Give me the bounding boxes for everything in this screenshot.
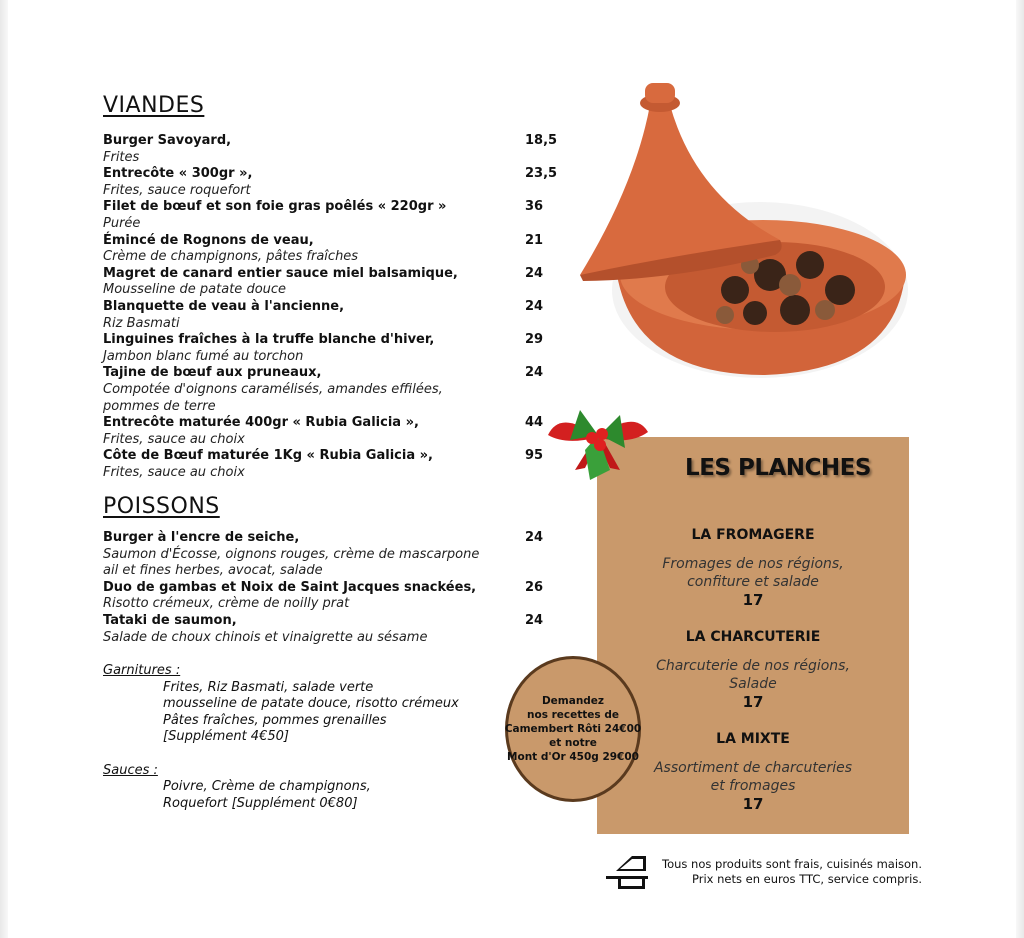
garniture-line: Pâtes fraîches, pommes grenailles [163, 712, 387, 728]
menu-item-price: 26 [525, 579, 544, 595]
planche-description-line: Salade [729, 676, 777, 692]
menu-item [103, 133, 563, 166]
sauce-line: Roquefort [Supplément 0€80] [163, 795, 358, 811]
page-edge-right [1016, 0, 1024, 938]
menu-item-price: 44 [525, 415, 544, 431]
menu-item-name: Tataki de saumon, [103, 612, 237, 628]
planche-name: LA CHARCUTERIE [685, 629, 821, 645]
menu-item-price: 24 [525, 265, 544, 281]
camembert-promo-badge [505, 656, 641, 802]
menu-item [103, 448, 563, 481]
planche-name: LA MIXTE [716, 731, 790, 747]
planche-description [597, 759, 909, 795]
planche-description [597, 555, 909, 591]
planche-description-line: Charcuterie de nos régions, [656, 658, 850, 674]
menu-item-price: 23,5 [525, 166, 558, 182]
menu-item-row [103, 365, 563, 382]
menu-item-row [103, 332, 563, 349]
tagine-image [575, 75, 915, 395]
menu-item [103, 166, 563, 199]
menu-item-price: 24 [525, 530, 544, 545]
menu-item [103, 365, 563, 415]
holly-bow-icon [540, 390, 655, 490]
menu-item-description: Crème de champignons, pâtes fraîches [103, 249, 359, 265]
planche-price: 17 [742, 693, 764, 711]
menu-item-description: Jambon blanc fumé au torchon [103, 348, 304, 364]
footer-line-1: Tous nos produits sont frais, cuisinés maison. [662, 857, 922, 871]
garniture-line: mousseline de patate douce, risotto crémeux [163, 696, 459, 712]
poissons-list [103, 530, 563, 646]
menu-item-description: Frites, sauce roquefort [103, 182, 251, 198]
menu-item-name: Burger Savoyard, [103, 133, 232, 148]
badge-line: nos recettes de [527, 709, 619, 721]
planche-description-line: Assortiment de charcuteries [653, 760, 852, 776]
menu-item-row [103, 199, 563, 216]
planche-price: 17 [742, 795, 764, 813]
planche-description [597, 657, 909, 693]
garnitures-section [103, 663, 459, 812]
menu-item-price: 24 [525, 365, 544, 381]
planches-title: LES PLANCHES [685, 455, 871, 481]
menu-item [103, 233, 563, 266]
menu-item-price: 21 [525, 232, 544, 248]
footer-note [662, 857, 922, 887]
menu-item [103, 299, 563, 332]
menu-item-description: Compotée d'oignons caramélisés, amandes effilées, [103, 381, 443, 397]
garniture-line: [Supplément 4€50] [163, 729, 289, 745]
menu-item-name: Tajine de bœuf aux pruneaux, [103, 365, 322, 381]
menu-item-price: 29 [525, 332, 544, 348]
badge-line: Camembert Rôti 24€00 [504, 723, 642, 735]
menu-item-name: Entrecôte « 300gr », [103, 166, 253, 182]
menu-item-description: Saumon d'Écosse, oignons rouges, crème de mascarpone [103, 546, 480, 562]
badge-line: Mont d'Or 450g 29€00 [507, 751, 639, 763]
menu-item-row [103, 415, 563, 432]
menu-item-row [103, 166, 563, 183]
menu-item-price: 95 [525, 448, 544, 464]
garniture-line: Frites, Riz Basmati, salade verte [163, 679, 374, 695]
page-edge-left [0, 0, 8, 938]
menu-item-row [103, 133, 563, 150]
menu-item-name: Burger à l'encre de seiche, [103, 530, 300, 545]
planche-price: 17 [742, 591, 764, 609]
planche-description-line: Fromages de nos régions, [662, 556, 844, 572]
badge-line: Demandez [541, 695, 605, 707]
badge-line: et notre [549, 737, 597, 749]
menu-item-description: Purée [103, 215, 141, 231]
menu-item [103, 266, 563, 299]
menu-item [103, 332, 563, 365]
menu-item [103, 580, 563, 613]
menu-item-description: ail et fines herbes, avocat, salade [103, 563, 323, 579]
garnitures-label: Garnitures : [103, 663, 181, 678]
menu-item-description: Frites, sauce au choix [103, 431, 245, 447]
menu-item [103, 613, 563, 646]
menu-item [103, 199, 563, 232]
les-planches-panel [597, 437, 909, 834]
menu-item-description: Salade de choux chinois et vinaigrette au sésame [103, 629, 428, 645]
menu-item-description: pommes de terre [103, 398, 216, 414]
menu-item-name: Côte de Bœuf maturée 1Kg « Rubia Galicia », [103, 448, 433, 464]
viandes-list [103, 133, 563, 481]
menu-item-name: Duo de gambas et Noix de Saint Jacques snackées, [103, 579, 477, 595]
menu-item-row [103, 448, 563, 465]
menu-item-description: Riz Basmati [103, 315, 180, 331]
planche-description-line: confiture et salade [687, 574, 819, 590]
menu-item-row [103, 233, 563, 250]
menu-item-price: 36 [525, 199, 544, 215]
poissons-heading: POISSONS [103, 494, 220, 519]
menu-item-name: Magret de canard entier sauce miel balsamique, [103, 265, 458, 281]
menu-item-name: Blanquette de veau à l'ancienne, [103, 298, 345, 314]
menu-item-price: 24 [525, 298, 544, 314]
menu-item-row [103, 266, 563, 283]
menu-item-price: 18,5 [525, 133, 558, 148]
viandes-heading: VIANDES [103, 93, 205, 118]
menu-item-name: Filet de bœuf et son foie gras poêlés « 220gr » [103, 199, 447, 215]
menu-item-name: Émincé de Rognons de veau, [103, 232, 314, 248]
menu-item-row [103, 580, 563, 597]
fait-maison-logo-icon [606, 853, 648, 891]
footer-line-2: Prix nets en euros TTC, service compris. [692, 872, 922, 886]
menu-item [103, 530, 563, 580]
menu-item-row [103, 299, 563, 316]
sauces-label: Sauces : [103, 762, 158, 778]
menu-item-row [103, 530, 563, 547]
sauce-line: Poivre, Crème de champignons, [163, 779, 371, 795]
planche-name: LA FROMAGERE [691, 527, 815, 543]
menu-item-price: 24 [525, 612, 544, 628]
menu-item-description: Mousseline de patate douce [103, 282, 287, 298]
menu-item-row [103, 613, 563, 630]
menu-item-description: Frites [103, 149, 140, 165]
menu-item-description: Frites, sauce au choix [103, 464, 245, 480]
menu-item-description: Risotto crémeux, crème de noilly prat [103, 596, 350, 612]
menu-item [103, 415, 563, 448]
planche-description-line: et fromages [710, 778, 796, 794]
menu-item-name: Linguines fraîches à la truffe blanche d'hiver, [103, 332, 435, 348]
menu-item-name: Entrecôte maturée 400gr « Rubia Galicia », [103, 415, 419, 431]
